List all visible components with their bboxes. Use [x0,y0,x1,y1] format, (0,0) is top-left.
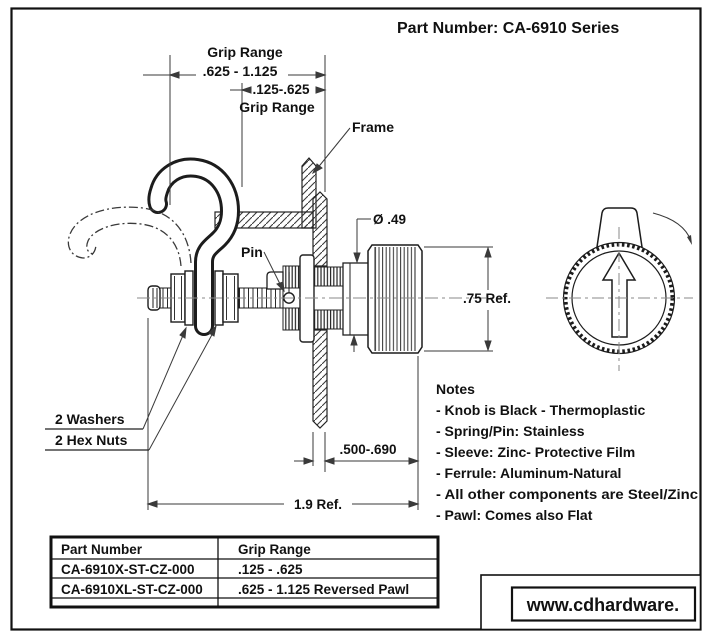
note-item: - Knob is Black - Thermoplastic [436,402,646,418]
website-url: www.cdhardware. [526,595,680,615]
rotation-arc [653,213,691,241]
rotation-arrowhead [687,235,692,245]
notes-title: Notes [436,381,475,397]
hex-nuts-callout: 2 Hex Nuts [55,432,128,448]
note-item: - Sleeve: Zinc- Protective Film [436,444,636,460]
pin-callout: Pin [241,244,263,260]
table-cell: CA-6910X-ST-CZ-000 [61,562,195,577]
note-item: - All other components are Steel/Zinc [436,486,699,502]
table-header-grip-range: Grip Range [238,542,311,557]
knob-side-view [368,245,422,353]
note-item: - Pawl: Comes also Flat [436,507,593,523]
overall-length-label: 1.9 Ref. [293,497,343,512]
grip-range-outer-label: Grip Range [207,44,283,60]
grip-range-outer-value: .625 - 1.125 [202,63,278,79]
knob-front-view [546,208,693,371]
table-header-part-number: Part Number [61,542,143,557]
table-cell: .125 - .625 [238,562,303,577]
notes-block [436,381,698,523]
sleeve-depth-label: .500-.690 [339,442,397,457]
knurl-texture [375,247,415,351]
table-cell: .625 - 1.125 Reversed Pawl [238,582,410,597]
part-table [51,537,438,607]
pawl-phantom-position [68,207,191,266]
grip-range-inner-value: .125-.625 [252,82,310,97]
washers-callout: 2 Washers [55,411,125,427]
knob-diameter-label: Ø .49 [373,212,407,227]
website-box [481,575,701,630]
frame-callout: Frame [352,119,395,135]
part-number-title: Part Number: CA-6910 Series [397,20,620,37]
grip-range-inner-label: Grip Range [239,99,315,115]
note-item: - Spring/Pin: Stainless [436,423,585,439]
table-cell: CA-6910XL-ST-CZ-000 [61,582,203,597]
note-item: - Ferrule: Aluminum-Natural [436,465,622,481]
knob-height-ref-label: .75 Ref. [462,291,512,306]
